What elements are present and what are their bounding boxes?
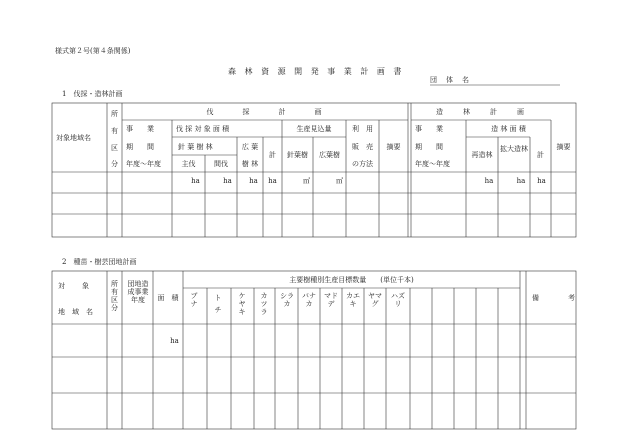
col-ownership-3: 区 [111,144,118,152]
logging-period-top: 事 業 [126,125,154,133]
logging-total-label: 計 [269,151,276,159]
production-broadleaf: 広葉樹 [319,151,340,159]
species-yamazakura: カエキ [346,292,360,308]
col-region-bot: 地 域 名 [58,308,93,316]
species-tochi: トチ [214,294,222,314]
species-buna: ブナ [190,292,198,308]
col-region-name: 対象地域名 [56,134,91,142]
unit-thinning: ha [223,177,232,185]
usage-method-top: 利 用 [352,125,373,133]
species-harienju: ハズリ [391,292,405,308]
production-conifer: 針葉樹 [287,151,308,159]
reforest-plan-header: 造 林 計 画 [436,108,526,116]
section2-heading: 2 種苗・樹芸団地計画 [62,258,137,266]
reforest-total-label: 計 [537,151,544,159]
remarks-label: 備 考 [532,294,577,302]
logging-period-bot: 年度～年度 [126,160,161,168]
species-shirakaba: シラカ [280,292,294,308]
broadleaf-forest-top: 広 葉 [241,143,259,151]
logging-period-mid: 期 間 [126,143,154,151]
species-katsura: カツラ [260,292,268,316]
species-keyaki: ケヤキ [238,292,246,316]
col-ownership-4: 分 [111,160,118,168]
expansion-label: 拡大造林 [500,145,528,153]
species-header: 主要樹種別生産目標数量 (単位千本) [289,276,414,284]
col-complex-year: 団地造成事業年度 [127,280,149,304]
unit-reforest-total: ha [537,177,546,185]
col-ownership-2: 有 [111,127,118,135]
unit-conifer-volume: ㎥ [303,177,310,185]
logging-plan-header: 伐 採 計 画 [206,108,324,116]
col-ownership-1: 所 [111,110,118,118]
replanting-label: 再造林 [471,151,493,159]
reforest-period-bot: 年度～年度 [415,160,450,168]
production-estimate-header: 生産見込量 [296,125,332,133]
reforest-period-top: 事 業 [415,125,443,133]
broadleaf-forest-bot: 樹 林 [241,160,259,168]
unit-broadleaf-volume: ㎥ [336,177,343,185]
col-ownership: 所有区分 [111,280,118,312]
unit-expansion: ha [516,177,526,185]
col-region-top: 対 象 [58,282,90,290]
reforest-area-header: 造 林 面 積 [491,125,526,133]
species-kaede: マドデ [324,292,338,308]
area-unit: ha [170,337,179,345]
reforest-period-mid: 期 間 [415,143,443,151]
col-area: 面 積 [157,294,179,302]
usage-method-mid: 販 売 [352,143,373,151]
logging-summary-label: 摘要 [386,143,401,151]
usage-method-bot: の方法 [352,160,373,168]
main-cut-label: 主伐 [181,160,196,168]
species-nanakamado: バナカ [302,292,316,308]
section1-heading: 1 伐採・造林計画 [62,90,123,98]
unit-main-cut: ha [191,177,200,185]
thinning-label: 間伐 [214,160,228,168]
unit-logging-total: ha [268,177,277,185]
species-hannoki: ヤマグ [368,292,382,308]
reforest-summary-label: 摘要 [556,143,571,151]
logging-area-header: 伐 採 対 象 面 積 [176,125,230,133]
unit-replanting: ha [484,177,494,185]
organization-name-label: 団 体 名 [430,76,470,84]
conifer-forest-label: 針 葉 樹 林 [178,143,213,151]
unit-broadleaf-forest: ha [249,177,258,185]
document-title: 森 林 資 源 開 発 事 業 計 画 書 [228,67,405,76]
form-number: 様式第２号(第４条関係) [55,47,131,55]
